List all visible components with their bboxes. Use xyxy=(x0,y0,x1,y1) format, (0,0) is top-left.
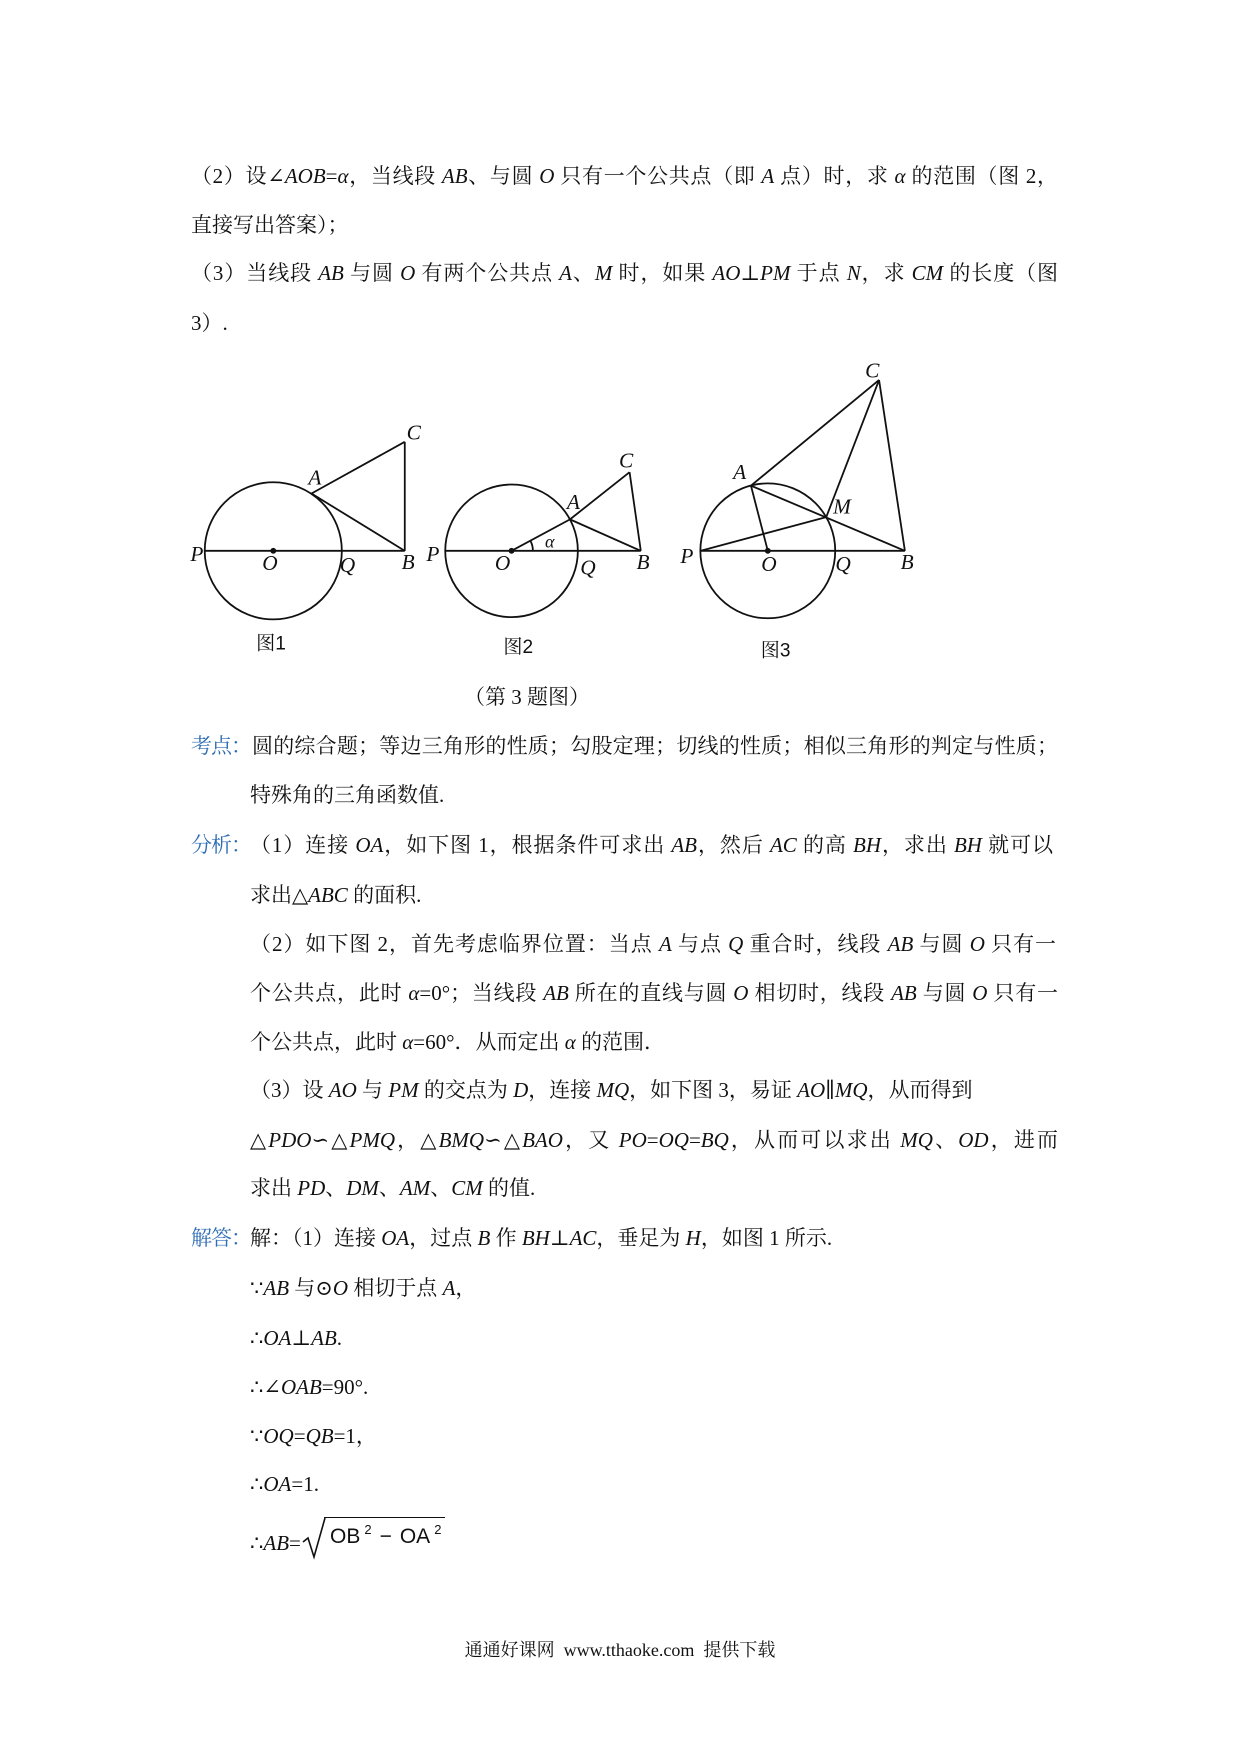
segment-cb xyxy=(630,472,641,551)
label-o: O xyxy=(494,550,511,575)
label-c: C xyxy=(865,358,880,383)
radicand-term-2: OA xyxy=(399,1525,431,1548)
figure-2-caption: 图2 xyxy=(503,637,534,659)
jieda-line-6: ∴OA=1. xyxy=(250,1472,319,1496)
fenxi-line-7: △PDO∽△PMQ，△BMQ∽△BAO，又 PO=OQ=BQ，从而可以求出 MQ、OD，进而 xyxy=(250,1128,1059,1152)
label-p: P xyxy=(426,541,440,566)
segment-ab xyxy=(751,486,905,551)
label-b: B xyxy=(636,549,650,574)
segment-ac xyxy=(311,442,404,494)
segment-oa xyxy=(512,519,570,550)
jieda-line-5: ∵OQ=QB=1， xyxy=(250,1424,377,1448)
kaodian-line-2: 特殊角的三角函数值. xyxy=(250,783,445,807)
label-c: C xyxy=(406,420,421,445)
problem-line-1: （2）设∠AOB=α，当线段 AB、与圆 O 只有一个公共点（即 A 点）时，求 α 的范围（图 2， xyxy=(191,164,1059,188)
label-a: A xyxy=(308,465,322,490)
fenxi-line-2: 求出△ABC 的面积. xyxy=(250,883,422,907)
label-q: Q xyxy=(835,552,851,577)
label-m: M xyxy=(833,494,851,519)
figure-title: （第 3 题图） xyxy=(464,685,590,709)
jieda-line-2: ∵AB 与⊙O 相切于点 A， xyxy=(250,1276,477,1300)
segment-ao xyxy=(751,486,768,551)
figure-area xyxy=(180,354,933,669)
label-a: A xyxy=(566,490,580,515)
segment-pm xyxy=(700,517,826,551)
segment-ac xyxy=(751,380,879,486)
kaodian-label: 考点： xyxy=(191,734,251,758)
radical-sign xyxy=(302,1516,326,1560)
radicand-operator: − xyxy=(379,1525,392,1548)
fenxi-line-3: （2）如下图 2，首先考虑临界位置：当点 A 与点 Q 重合时，线段 AB 与圆 O 只有一 xyxy=(250,932,1057,956)
radicand xyxy=(324,1517,445,1551)
jieda-line-4: ∴∠OAB=90°. xyxy=(250,1375,369,1399)
label-p: P xyxy=(680,544,694,569)
kaodian-line-1: 圆的综合题；等边三角形的性质；勾股定理；切线的性质；相似三角形的判定与性质； xyxy=(252,734,1058,758)
radical-stroke xyxy=(303,1518,325,1557)
jieda-line-1: 解：（1）连接 OA，过点 B 作 BH⊥AC，垂足为 H，如图 1 所示. xyxy=(250,1226,833,1250)
segment-ab xyxy=(311,494,404,551)
segment-ab xyxy=(570,519,641,550)
label-b: B xyxy=(401,549,415,574)
radicand-term-1: OB xyxy=(330,1525,361,1548)
figure-3-caption: 图3 xyxy=(760,640,791,662)
problem-line-3: （3）当线段 AB 与圆 O 有两个公共点 A、M 时，如果 AO⊥PM 于点 N，求 CM 的长度（图 xyxy=(191,261,1059,285)
segment-cb xyxy=(879,380,905,551)
fenxi-line-6: （3）设 AO 与 PM 的交点为 D，连接 MQ，如下图 3，易证 AO∥MQ，从而得到 xyxy=(250,1078,973,1102)
angle-arc xyxy=(530,541,532,551)
jieda-line-3: ∴OA⊥AB. xyxy=(250,1326,343,1350)
figure-2 xyxy=(425,449,649,658)
label-a: A xyxy=(733,459,747,484)
fenxi-line-5: 个公共点，此时 α=60°．从而定出 α 的范围． xyxy=(250,1030,666,1054)
fenxi-label: 分析： xyxy=(191,833,251,857)
fenxi-line-1: （1）连接 OA，如下图 1，根据条件可求出 AB，然后 AC 的高 BH，求出 BH 就可以 xyxy=(250,833,1054,857)
label-p: P xyxy=(190,541,204,566)
label-o: O xyxy=(761,552,777,577)
label-q: Q xyxy=(339,553,356,578)
figure-1-caption: 图1 xyxy=(256,633,286,655)
label-b: B xyxy=(900,549,914,574)
radicand-exponent-2: 2 xyxy=(434,1522,442,1537)
figure-3 xyxy=(679,359,913,662)
fenxi-line-8: 求出 PD、DM、AM、CM 的值. xyxy=(250,1176,536,1200)
problem-line-2: 直接写出答案）； xyxy=(191,213,349,237)
page-footer: 通通好课网 www.tthaoke.com 提供下载 xyxy=(464,1640,776,1660)
label-c: C xyxy=(619,448,634,473)
figure-1 xyxy=(189,421,421,655)
label-alpha: α xyxy=(545,531,555,552)
jieda-label: 解答： xyxy=(191,1226,251,1250)
label-q: Q xyxy=(580,555,596,580)
radicand-exponent-1: 2 xyxy=(364,1522,372,1537)
problem-line-4: 3）. xyxy=(191,311,228,335)
fenxi-line-4: 个公共点，此时 α=0°；当线段 AB 所在的直线与圆 O 相切时，线段 AB 与圆 O 只有一 xyxy=(250,981,1059,1005)
label-o: O xyxy=(262,550,278,575)
sqrt-prefix: ∴AB= xyxy=(250,1531,301,1555)
